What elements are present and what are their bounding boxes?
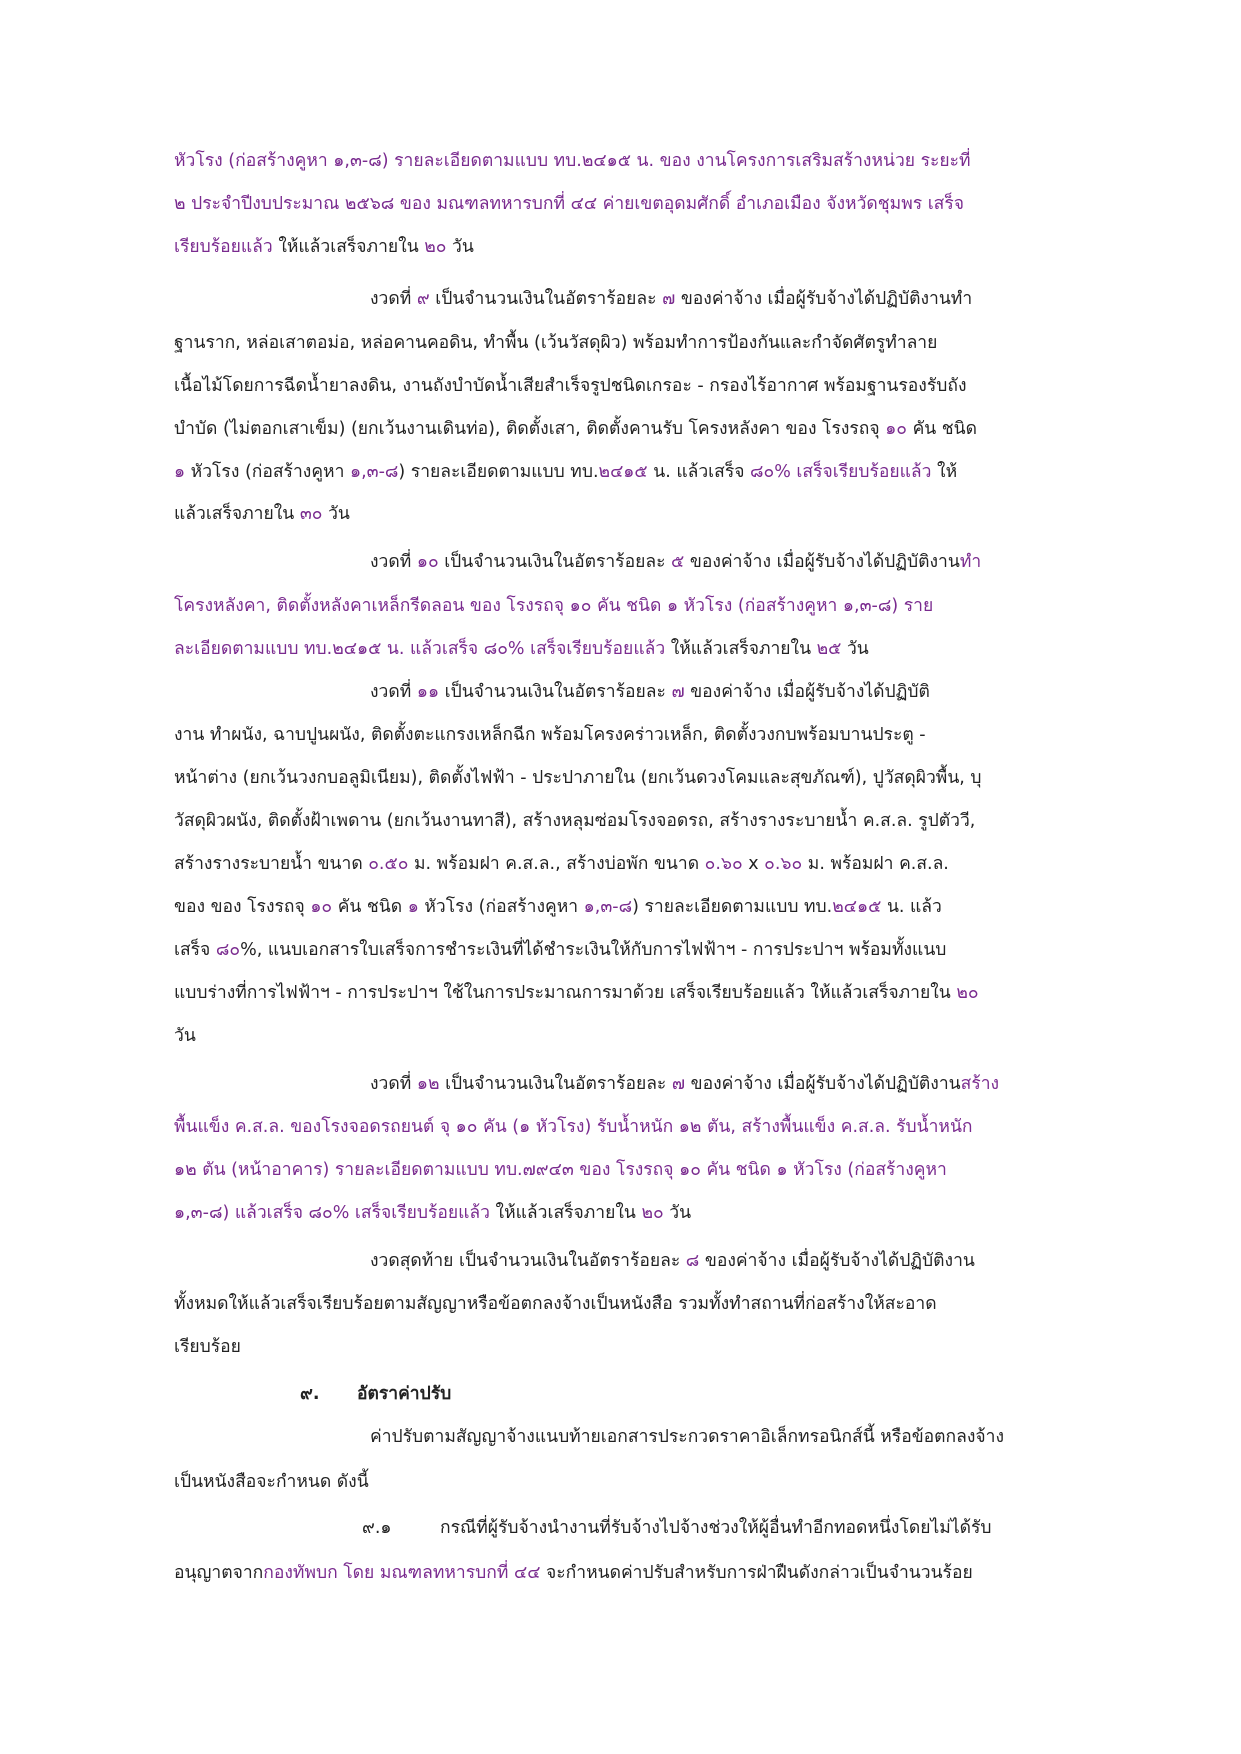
text-run: ๓๐ — [299, 504, 323, 524]
text-line — [174, 369, 1174, 403]
text-run: กรณีที่ผู้รับจ้างนำงานที่รับจ้างไปจ้างช่วงให้ผู้อื่นทำอีกทอดหนึ่งโดยไม่ได้รับ — [440, 1518, 992, 1538]
text-run: วัสดุผิวผนัง, ติดตั้งฝ้าเพดาน (ยกเว้นงานทาสี), สร้างหลุมซ่อมโรงจอดรถ, สร้างรางระบายน้ำ ค.ส.ล. รูปตัววี, — [174, 811, 976, 831]
subsection-text — [440, 1511, 1180, 1545]
installment-11-heading — [370, 675, 1170, 709]
text-run: งวดที่ — [370, 289, 417, 309]
text-run: หัวโรง (ก่อสร้างคูหา — [418, 897, 584, 917]
text-line — [174, 933, 1174, 967]
text-line — [174, 497, 1174, 531]
text-line — [174, 718, 1174, 752]
text-run: ๒๐ — [424, 237, 447, 257]
text-run: ๐.๖๐ — [764, 854, 803, 874]
text-run: ๑,๓-๘ — [349, 462, 399, 482]
text-line — [174, 976, 1174, 1010]
text-line — [174, 1110, 1174, 1144]
text-run: ๑๐ — [310, 897, 333, 917]
text-run: พื้นแข็ง ค.ส.ล. ของโรงจอดรถยนต์ จุ ๑๐ คัน (๑ หัวโรง) รับน้ำหนัก ๑๒ ตัน, สร้างพื้นแข็ง ค.ส.ล. รับน้ำหนัก — [174, 1117, 973, 1137]
text-run: วัน — [663, 1203, 692, 1223]
text-line — [174, 589, 1174, 623]
text-run: อนุญาตจาก — [174, 1563, 264, 1583]
text-line — [174, 632, 1174, 666]
text-line — [174, 804, 1174, 838]
text-run: ๒๐ — [956, 983, 979, 1003]
text-run: โครงหลังคา, ติดตั้งหลังคาเหล็กรีดลอน ของ โรงรถจุ ๑๐ คัน ชนิด ๑ หัวโรง (ก่อสร้างคูหา ๑,๓-๘) ราย — [174, 596, 934, 616]
text-line — [174, 1196, 1174, 1230]
text-run: งวดที่ — [370, 1074, 417, 1094]
text-run: คัน ชนิด — [907, 419, 977, 439]
text-run: ๑๒ ตัน (หน้าอาคาร) รายละเอียดตามแบบ ทบ.๗๙๔๓ ของ โรงรถจุ ๑๐ คัน ชนิด ๑ หัวโรง (ก่อสร้างคูหา — [174, 1160, 947, 1180]
text-run: ๒ ประจำปีงบประมาณ ๒๕๖๘ ของ มณฑลทหารบกที่ ๔๔ ค่ายเขตอุดมศักดิ์ อำเภอเมือง จังหวัดชุมพร เสร็จ — [174, 194, 965, 214]
text-run: วัน — [446, 237, 474, 257]
installment-9-heading — [370, 282, 1170, 316]
text-run: ๑๒ — [416, 1074, 440, 1094]
text-line — [174, 187, 1174, 221]
text-run: ๒๕ — [816, 639, 842, 659]
text-run: น. แล้วเสร็จ — [647, 462, 751, 482]
text-run: คัน ชนิด — [332, 897, 408, 917]
text-run: ๐.๕๐ — [368, 854, 409, 874]
text-run: งวดที่ — [370, 682, 417, 702]
text-run: ให้แล้วเสร็จภายใน — [272, 237, 425, 257]
text-run: เสร็จ — [174, 940, 216, 960]
text-run: ) รายละเอียดตามแบบ ทบ. — [632, 897, 833, 917]
text-run: ๙.๑ — [362, 1518, 392, 1538]
text-line — [174, 230, 1174, 264]
text-run: บำบัด (ไม่ตอกเสาเข็ม) (ยกเว้นงานเดินท่อ), ติดตั้งเสา, ติดตั้งคานรับ โครงหลังคา ของ โรงรถจุ — [174, 419, 886, 439]
installment-10-heading — [370, 545, 1170, 579]
text-run: สร้าง — [960, 1074, 1000, 1094]
text-line — [174, 1330, 1174, 1364]
text-run: วัน — [841, 639, 869, 659]
text-run: x — [742, 854, 765, 874]
text-run: หัวโรง (ก่อสร้างคูหา ๑,๓-๘) รายละเอียดตามแบบ ทบ.๒๔๑๕ น. ของ งานโครงการเสริมสร้างหน่วย ระยะที่ — [174, 151, 971, 171]
text-run: ๑,๓-๘ — [583, 897, 633, 917]
text-run: ) รายละเอียดตามแบบ ทบ. — [398, 462, 599, 482]
text-run: แบบร่างที่การไฟฟ้าฯ - การประปาฯ ใช้ในการประมาณการมาด้วย เสร็จเรียบร้อยแล้ว ให้แล้วเสร็จภายใน — [174, 983, 957, 1003]
text-run: ๗ — [662, 289, 676, 309]
text-run: สร้างรางระบายน้ำ ขนาด — [174, 854, 369, 874]
text-run: งาน ทำผนัง, ฉาบปูนผนัง, ติดตั้งตะแกรงเหล็กฉีก พร้อมโครงคร่าวเหล็ก, ติดตั้งวงกบพร้อมบานประตู - — [174, 725, 926, 745]
text-run: ของ ของ โรงรถจุ — [174, 897, 311, 917]
text-line — [174, 761, 1174, 795]
text-run: วัน — [322, 504, 350, 524]
text-run: ของค่าจ้าง เมื่อผู้รับจ้างได้ปฏิบัติงานทำ — [675, 289, 973, 309]
text-line — [174, 144, 1174, 178]
text-line — [174, 455, 1174, 489]
text-run: ๑๐ — [885, 419, 907, 439]
text-run: เรียบร้อย — [174, 1337, 241, 1357]
text-run: เป็นหนังสือจะกำหนด ดังนี้ — [174, 1472, 369, 1492]
text-run: ทั้งหมดให้แล้วเสร็จเรียบร้อยตามสัญญาหรือข้อตกลงจ้างเป็นหนังสือ รวมทั้งทำสถานที่ก่อสร้างให้สะอาด — [174, 1294, 937, 1314]
text-run: ๒๐ — [641, 1203, 664, 1223]
text-run: ของค่าจ้าง เมื่อผู้รับจ้างได้ปฏิบัติงาน — [685, 1074, 961, 1094]
text-run: จะกำหนดค่าปรับสำหรับการฝ่าฝืนดังกล่าวเป็นจำนวนร้อย — [540, 1563, 973, 1583]
text-run: วัน — [174, 1026, 196, 1046]
text-line — [174, 1556, 1174, 1590]
text-run: ๗ — [671, 1074, 686, 1094]
text-line — [370, 1420, 1170, 1454]
text-run: ของค่าจ้าง เมื่อผู้รับจ้างได้ปฏิบัติงาน — [684, 552, 960, 572]
text-run: หัวโรง (ก่อสร้างคูหา — [185, 462, 350, 482]
text-run: ๘๐ — [215, 940, 241, 960]
text-line — [174, 890, 1174, 924]
text-run: ๕ — [671, 552, 685, 572]
text-run: ให้แล้วเสร็จภายใน — [665, 639, 817, 659]
text-run: งวดที่ — [370, 552, 417, 572]
text-run: ของค่าจ้าง เมื่อผู้รับจ้างได้ปฏิบัติ — [684, 682, 930, 702]
text-run: ๗ — [671, 682, 685, 702]
text-run: ให้ — [931, 462, 958, 482]
text-run: หน้าต่าง (ยกเว้นวงกบอลูมิเนียม), ติดตั้งไฟฟ้า - ประปาภายใน (ยกเว้นดวงโคมและสุขภัณฑ์), ปูวัสดุผิวพื้น, บุ — [174, 768, 982, 788]
text-run: ๒๔๑๕ — [598, 462, 648, 482]
text-run: น. แล้ว — [881, 897, 942, 917]
text-run: ๘๐% เสร็จเรียบร้อยแล้ว — [750, 462, 932, 482]
text-run: ๑,๓-๘) แล้วเสร็จ ๘๐% เสร็จเรียบร้อยแล้ว — [174, 1203, 490, 1223]
text-run: ฐานราก, หล่อเสาตอม่อ, หล่อคานคอดิน, ทำพื้น (เว้นวัสดุผิว) พร้อมทำการป้องกันและกำจัดศัตรูทำลาย — [174, 333, 938, 353]
subsection-number — [362, 1511, 422, 1545]
text-run: ๑๐ — [416, 552, 439, 572]
final-installment-heading — [370, 1244, 1170, 1278]
text-run: เป็นจำนวนเงินในอัตราร้อยละ — [429, 289, 663, 309]
text-run: งวดสุดท้าย เป็นจำนวนเงินในอัตราร้อยละ — [370, 1251, 686, 1271]
text-run: ทำ — [959, 552, 982, 572]
text-run: ๒๔๑๕ — [832, 897, 882, 917]
text-run: ๑ — [407, 897, 419, 917]
text-run: ให้แล้วเสร็จภายใน — [489, 1203, 642, 1223]
text-run: ๐.๖๐ — [704, 854, 743, 874]
text-run: กองทัพบก โดย มณฑลทหารบกที่ ๔๔ — [263, 1563, 541, 1583]
text-line — [174, 1019, 1174, 1053]
text-line — [174, 847, 1174, 881]
text-run: เป็นจำนวนเงินในอัตราร้อยละ — [439, 682, 672, 702]
text-run: %, แนบเอกสารใบเสร็จการชำระเงินที่ได้ชำระเงินให้กับการไฟฟ้าฯ - การประปาฯ พร้อมทั้งแนบ — [240, 940, 947, 960]
text-run: ๙. — [300, 1384, 320, 1404]
text-run: เนื้อไม้โดยการฉีดน้ำยาลงดิน, งานถังบำบัดน้ำเสียสำเร็จรูปชนิดเกรอะ - กรองไร้อากาศ พร้อมฐานรองรับถัง — [174, 376, 967, 396]
text-run: ค่าปรับตามสัญญาจ้างแนบท้ายเอกสารประกวดราคาอิเล็กทรอนิกส์นี้ หรือข้อตกลงจ้าง — [370, 1427, 1005, 1447]
text-run: เป็นจำนวนเงินในอัตราร้อยละ — [439, 1074, 672, 1094]
text-run: แล้วเสร็จภายใน — [174, 504, 300, 524]
text-line — [174, 1153, 1174, 1187]
text-run: เรียบร้อยแล้ว — [174, 237, 273, 257]
text-line — [174, 412, 1174, 446]
text-run: ของค่าจ้าง เมื่อผู้รับจ้างได้ปฏิบัติงาน — [699, 1251, 975, 1271]
installment-12-heading — [370, 1067, 1170, 1101]
text-run: เป็นจำนวนเงินในอัตราร้อยละ — [438, 552, 672, 572]
text-line — [174, 1465, 1174, 1499]
text-run: ม. พร้อมฝา ค.ส.ล., สร้างบ่อพัก ขนาด — [408, 854, 705, 874]
text-line — [174, 326, 1174, 360]
text-run: ละเอียดตามแบบ ทบ.๒๔๑๕ น. แล้วเสร็จ ๘๐% เสร็จเรียบร้อยแล้ว — [174, 639, 666, 659]
text-run: อัตราค่าปรับ — [357, 1384, 452, 1404]
section-number — [300, 1377, 360, 1411]
text-run: ๑ — [174, 462, 186, 482]
text-run: ๙ — [416, 289, 430, 309]
section-heading — [357, 1377, 657, 1411]
text-line — [174, 1287, 1174, 1321]
text-run: ๑๑ — [416, 682, 440, 702]
text-run: ม. พร้อมฝา ค.ส.ล. — [802, 854, 949, 874]
text-run: ๘ — [685, 1251, 700, 1271]
